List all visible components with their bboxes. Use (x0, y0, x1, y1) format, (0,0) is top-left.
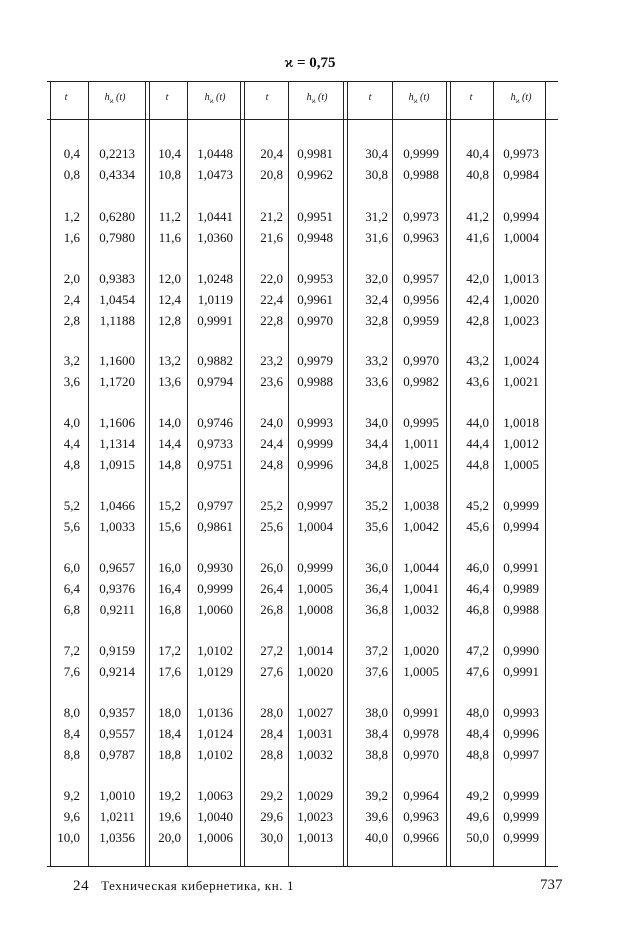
cell-t: 41,2 (466, 209, 489, 224)
cell-h: 0,9991 (403, 705, 439, 720)
cell-h: 0,9961 (297, 291, 333, 307)
cell-t: 6,0 (63, 560, 80, 575)
cell-h: 0,9970 (297, 312, 333, 328)
cell-h: 0,9357 (99, 705, 135, 720)
cell-t: 28,8 (260, 746, 283, 762)
cell-h: 0,9994 (503, 209, 539, 224)
cell-t: 8,0 (63, 705, 80, 720)
cell-h: 0,9861 (197, 518, 233, 534)
cell-h: 1,0211 (99, 808, 135, 824)
cell-h: 1,0040 (197, 808, 233, 824)
cell-h: 0,9751 (197, 456, 233, 472)
cell-h: 1,0448 (197, 146, 233, 161)
cell-h: 0,9962 (297, 166, 333, 182)
cell-t: 49,2 (466, 788, 489, 803)
cell-h: 1,0004 (297, 518, 333, 534)
cell-h: 0,9996 (503, 725, 539, 741)
cell-t: 26,0 (260, 560, 283, 575)
cell-t: 22,0 (260, 271, 283, 286)
cell-t: 20,0 (158, 829, 181, 845)
cell-h: 0,7980 (99, 229, 135, 245)
cell-h: 1,1600 (99, 353, 135, 368)
cell-t: 38,4 (365, 725, 388, 741)
cell-t: 16,4 (158, 580, 181, 596)
header-h-subscript: ϰ (515, 97, 520, 105)
header-h-argument: (t) (113, 92, 126, 103)
cell-h: 0,9882 (197, 353, 233, 368)
cell-t: 10,0 (57, 829, 80, 845)
cell-h: 1,0013 (297, 829, 333, 845)
cell-h: 1,0102 (197, 643, 233, 658)
cell-h: 1,0129 (197, 663, 233, 679)
page-number-right: 737 (540, 877, 563, 893)
column-divider (493, 82, 494, 866)
cell-t: 13,2 (158, 353, 181, 368)
cell-t: 24,4 (260, 435, 283, 451)
group-divider (145, 82, 150, 866)
cell-h: 1,0005 (297, 580, 333, 596)
cell-h: 0,9966 (403, 829, 439, 845)
cell-h: 1,0006 (197, 829, 233, 845)
cell-t: 32,8 (365, 312, 388, 328)
cell-t: 3,2 (63, 353, 80, 368)
cell-t: 34,4 (365, 435, 388, 451)
cell-h: 0,9995 (403, 415, 439, 430)
header-t-label: t (64, 92, 68, 103)
cell-t: 34,8 (365, 456, 388, 472)
cell-h: 1,0033 (99, 518, 135, 534)
group-divider (343, 82, 348, 866)
header-t (451, 92, 491, 103)
cell-h: 0,9376 (99, 580, 135, 596)
cell-h: 0,9991 (503, 560, 539, 575)
cell-t: 40,0 (365, 829, 388, 845)
cell-t: 19,2 (158, 788, 181, 803)
cell-t: 35,6 (365, 518, 388, 534)
cell-h: 1,0020 (403, 643, 439, 658)
cell-t: 15,2 (158, 498, 181, 513)
cell-t: 35,2 (365, 498, 388, 513)
cell-h: 1,0008 (297, 601, 333, 617)
cell-h: 0,9557 (99, 725, 135, 741)
data-table (47, 81, 558, 867)
cell-t: 39,6 (365, 808, 388, 824)
cell-h: 0,9999 (503, 829, 539, 845)
cell-t: 18,0 (158, 705, 181, 720)
cell-h: 0,4334 (99, 166, 135, 182)
cell-t: 0,4 (63, 146, 80, 161)
cell-t: 32,4 (365, 291, 388, 307)
cell-t: 1,2 (63, 209, 80, 224)
header-t (147, 92, 187, 103)
cell-t: 42,0 (466, 271, 489, 286)
cell-t: 7,2 (63, 643, 80, 658)
cell-t: 29,6 (260, 808, 283, 824)
cell-t: 24,8 (260, 456, 283, 472)
cell-t: 46,0 (466, 560, 489, 575)
column-divider (187, 82, 188, 866)
cell-h: 1,0466 (99, 498, 135, 513)
cell-t: 30,8 (365, 166, 388, 182)
cell-h: 0,9997 (503, 746, 539, 762)
cell-t: 44,4 (466, 435, 489, 451)
column-divider (50, 82, 51, 866)
cell-t: 21,2 (260, 209, 283, 224)
cell-h: 0,9988 (503, 601, 539, 617)
cell-t: 12,4 (158, 291, 181, 307)
cell-h: 1,1606 (99, 415, 135, 430)
cell-t: 31,6 (365, 229, 388, 245)
cell-t: 12,8 (158, 312, 181, 328)
cell-h: 0,9978 (403, 725, 439, 741)
column-divider (392, 82, 393, 866)
cell-h: 0,9979 (297, 353, 333, 368)
cell-h: 0,9999 (503, 808, 539, 824)
cell-h: 0,9733 (197, 435, 233, 451)
cell-h: 0,9746 (197, 415, 233, 430)
cell-t: 3,6 (63, 373, 80, 389)
cell-h: 0,9988 (297, 373, 333, 389)
cell-h: 0,9999 (503, 788, 539, 803)
cell-h: 1,0024 (503, 353, 539, 368)
header-h-subscript: ϰ (413, 97, 418, 105)
cell-h: 0,9991 (503, 663, 539, 679)
cell-t: 0,8 (63, 166, 80, 182)
header-h-argument: (t) (417, 92, 430, 103)
cell-t: 26,8 (260, 601, 283, 617)
header-h-symbol: h (510, 92, 516, 103)
cell-t: 15,6 (158, 518, 181, 534)
cell-h: 1,0119 (197, 291, 233, 307)
cell-h: 0,9981 (297, 146, 333, 161)
header-h (195, 92, 235, 105)
column-divider (88, 82, 89, 866)
cell-h: 0,9930 (197, 560, 233, 575)
cell-h: 0,2213 (99, 146, 135, 161)
header-h-symbol: h (306, 92, 312, 103)
cell-h: 0,9988 (403, 166, 439, 182)
cell-h: 1,0029 (297, 788, 333, 803)
cell-t: 18,4 (158, 725, 181, 741)
cell-t: 47,6 (466, 663, 489, 679)
header-h (95, 92, 135, 105)
header-h-subscript: ϰ (109, 97, 114, 105)
cell-h: 1,0136 (197, 705, 233, 720)
cell-t: 16,8 (158, 601, 181, 617)
cell-t: 48,8 (466, 746, 489, 762)
cell-t: 14,4 (158, 435, 181, 451)
cell-t: 38,0 (365, 705, 388, 720)
cell-h: 1,0018 (503, 415, 539, 430)
cell-t: 6,4 (63, 580, 80, 596)
header-t-label: t (469, 92, 473, 103)
cell-h: 1,0124 (197, 725, 233, 741)
cell-h: 0,9957 (403, 271, 439, 286)
header-h (399, 92, 439, 105)
cell-h: 0,9956 (403, 291, 439, 307)
header-h-argument: (t) (519, 92, 532, 103)
cell-t: 29,2 (260, 788, 283, 803)
cell-t: 44,8 (466, 456, 489, 472)
cell-h: 0,9989 (503, 580, 539, 596)
cell-t: 47,2 (466, 643, 489, 658)
cell-t: 33,6 (365, 373, 388, 389)
cell-h: 1,1314 (99, 435, 135, 451)
cell-h: 0,9970 (403, 353, 439, 368)
header-h (501, 92, 541, 105)
cell-t: 48,4 (466, 725, 489, 741)
cell-t: 17,2 (158, 643, 181, 658)
header-t (350, 92, 390, 103)
cell-h: 1,0060 (197, 601, 233, 617)
header-h (297, 92, 337, 105)
cell-h: 0,9657 (99, 560, 135, 575)
cell-t: 26,4 (260, 580, 283, 596)
cell-t: 24,0 (260, 415, 283, 430)
cell-h: 1,0031 (297, 725, 333, 741)
cell-t: 27,6 (260, 663, 283, 679)
cell-h: 1,0010 (99, 788, 135, 803)
cell-h: 1,0063 (197, 788, 233, 803)
cell-h: 0,6280 (99, 209, 135, 224)
cell-h: 1,0023 (297, 808, 333, 824)
cell-t: 42,4 (466, 291, 489, 307)
cell-t: 4,4 (63, 435, 80, 451)
cell-h: 1,0014 (297, 643, 333, 658)
cell-t: 11,2 (158, 209, 181, 224)
cell-t: 20,4 (260, 146, 283, 161)
cell-h: 1,0032 (403, 601, 439, 617)
cell-h: 0,9797 (197, 498, 233, 513)
header-h-symbol: h (104, 92, 110, 103)
cell-t: 14,8 (158, 456, 181, 472)
cell-t: 14,0 (158, 415, 181, 430)
cell-h: 1,0041 (403, 580, 439, 596)
cell-h: 0,9953 (297, 271, 333, 286)
cell-h: 0,9211 (99, 601, 135, 617)
page-footer-left (73, 878, 294, 895)
cell-h: 1,0102 (197, 746, 233, 762)
cell-t: 45,2 (466, 498, 489, 513)
header-h-subscript: ϰ (209, 97, 214, 105)
cell-h: 1,0473 (197, 166, 233, 182)
cell-h: 0,9990 (503, 643, 539, 658)
cell-t: 5,6 (63, 518, 80, 534)
cell-h: 1,0248 (197, 271, 233, 286)
cell-h: 1,0025 (403, 456, 439, 472)
cell-h: 1,0915 (99, 456, 135, 472)
cell-t: 25,2 (260, 498, 283, 513)
cell-h: 1,0044 (403, 560, 439, 575)
cell-t: 30,0 (260, 829, 283, 845)
cell-t: 23,6 (260, 373, 283, 389)
cell-h: 0,9999 (503, 498, 539, 513)
cell-h: 0,9999 (297, 435, 333, 451)
column-divider (545, 82, 546, 866)
column-divider (288, 82, 289, 866)
cell-t: 12,0 (158, 271, 181, 286)
cell-h: 1,0454 (99, 291, 135, 307)
cell-t: 28,4 (260, 725, 283, 741)
cell-h: 1,1188 (99, 312, 135, 328)
group-divider (446, 82, 451, 866)
cell-t: 38,8 (365, 746, 388, 762)
cell-t: 2,0 (63, 271, 80, 286)
cell-h: 0,9963 (403, 808, 439, 824)
cell-t: 39,2 (365, 788, 388, 803)
cell-t: 37,2 (365, 643, 388, 658)
header-h-symbol: h (204, 92, 210, 103)
cell-h: 1,0004 (503, 229, 539, 245)
cell-h: 0,9948 (297, 229, 333, 245)
cell-h: 0,9959 (403, 312, 439, 328)
cell-h: 0,9982 (403, 373, 439, 389)
cell-t: 32,0 (365, 271, 388, 286)
cell-t: 22,4 (260, 291, 283, 307)
cell-t: 18,8 (158, 746, 181, 762)
cell-h: 1,0013 (503, 271, 539, 286)
cell-h: 0,9993 (297, 415, 333, 430)
cell-t: 17,6 (158, 663, 181, 679)
cell-h: 1,0011 (403, 435, 439, 451)
cell-t: 22,8 (260, 312, 283, 328)
cell-h: 1,0021 (503, 373, 539, 389)
header-h-argument: (t) (213, 92, 226, 103)
cell-t: 41,6 (466, 229, 489, 245)
cell-t: 23,2 (260, 353, 283, 368)
cell-h: 1,0020 (503, 291, 539, 307)
table-header-row (47, 82, 558, 120)
cell-t: 33,2 (365, 353, 388, 368)
cell-h: 1,0005 (403, 663, 439, 679)
cell-t: 4,8 (63, 456, 80, 472)
cell-h: 0,9159 (99, 643, 135, 658)
cell-t: 2,8 (63, 312, 80, 328)
cell-h: 1,0441 (197, 209, 233, 224)
cell-t: 7,6 (63, 663, 80, 679)
cell-h: 0,9970 (403, 746, 439, 762)
cell-t: 13,6 (158, 373, 181, 389)
cell-t: 6,8 (63, 601, 80, 617)
cell-t: 42,8 (466, 312, 489, 328)
cell-h: 0,9973 (403, 209, 439, 224)
cell-h: 1,0038 (403, 498, 439, 513)
cell-h: 1,0012 (503, 435, 539, 451)
cell-t: 40,4 (466, 146, 489, 161)
cell-h: 0,9787 (99, 746, 135, 762)
cell-t: 43,6 (466, 373, 489, 389)
cell-h: 0,9214 (99, 663, 135, 679)
cell-h: 0,9951 (297, 209, 333, 224)
running-title: Техническая кибернетика, кн. 1 (101, 878, 295, 893)
header-h-symbol: h (408, 92, 414, 103)
cell-t: 49,6 (466, 808, 489, 824)
cell-h: 0,9999 (403, 146, 439, 161)
cell-t: 9,2 (63, 788, 80, 803)
cell-t: 30,4 (365, 146, 388, 161)
cell-t: 19,6 (158, 808, 181, 824)
cell-h: 0,9794 (197, 373, 233, 389)
group-divider (240, 82, 245, 866)
cell-h: 0,9383 (99, 271, 135, 286)
cell-t: 8,4 (63, 725, 80, 741)
cell-t: 21,6 (260, 229, 283, 245)
cell-t: 2,4 (63, 291, 80, 307)
cell-t: 48,0 (466, 705, 489, 720)
cell-t: 25,6 (260, 518, 283, 534)
cell-h: 1,0032 (297, 746, 333, 762)
cell-t: 31,2 (365, 209, 388, 224)
cell-t: 36,4 (365, 580, 388, 596)
table-title: ϰ = 0,75 (284, 55, 336, 71)
cell-t: 5,2 (63, 498, 80, 513)
cell-h: 1,0356 (99, 829, 135, 845)
cell-t: 46,4 (466, 580, 489, 596)
cell-h: 0,9964 (403, 788, 439, 803)
cell-h: 0,9991 (197, 312, 233, 328)
cell-t: 9,6 (63, 808, 80, 824)
header-t-label: t (165, 92, 169, 103)
cell-t: 27,2 (260, 643, 283, 658)
cell-h: 0,9963 (403, 229, 439, 245)
cell-t: 1,6 (63, 229, 80, 245)
cell-t: 11,6 (158, 229, 181, 245)
cell-h: 1,1720 (99, 373, 135, 389)
cell-t: 40,8 (466, 166, 489, 182)
cell-h: 1,0020 (297, 663, 333, 679)
cell-h: 1,0023 (503, 312, 539, 328)
cell-t: 10,4 (158, 146, 181, 161)
header-t (46, 92, 86, 103)
cell-t: 44,0 (466, 415, 489, 430)
cell-h: 0,9973 (503, 146, 539, 161)
header-t-label: t (368, 92, 372, 103)
cell-h: 0,9984 (503, 166, 539, 182)
cell-h: 1,0360 (197, 229, 233, 245)
cell-h: 1,0042 (403, 518, 439, 534)
cell-t: 8,8 (63, 746, 80, 762)
cell-t: 34,0 (365, 415, 388, 430)
cell-t: 50,0 (466, 829, 489, 845)
header-t (247, 92, 287, 103)
cell-h: 0,9993 (503, 705, 539, 720)
page-number-left: 24 (73, 878, 90, 894)
cell-t: 37,6 (365, 663, 388, 679)
cell-h: 1,0027 (297, 705, 333, 720)
cell-h: 0,9999 (197, 580, 233, 596)
cell-t: 16,0 (158, 560, 181, 575)
cell-h: 0,9996 (297, 456, 333, 472)
cell-h: 0,9994 (503, 518, 539, 534)
cell-h: 0,9999 (297, 560, 333, 575)
cell-t: 43,2 (466, 353, 489, 368)
header-h-argument: (t) (315, 92, 328, 103)
cell-t: 45,6 (466, 518, 489, 534)
header-h-subscript: ϰ (311, 97, 316, 105)
cell-t: 20,8 (260, 166, 283, 182)
cell-h: 1,0005 (503, 456, 539, 472)
cell-t: 10,8 (158, 166, 181, 182)
cell-t: 4,0 (63, 415, 80, 430)
cell-t: 36,0 (365, 560, 388, 575)
cell-t: 28,0 (260, 705, 283, 720)
cell-h: 0,9997 (297, 498, 333, 513)
cell-t: 36,8 (365, 601, 388, 617)
cell-t: 46,8 (466, 601, 489, 617)
header-t-label: t (265, 92, 269, 103)
